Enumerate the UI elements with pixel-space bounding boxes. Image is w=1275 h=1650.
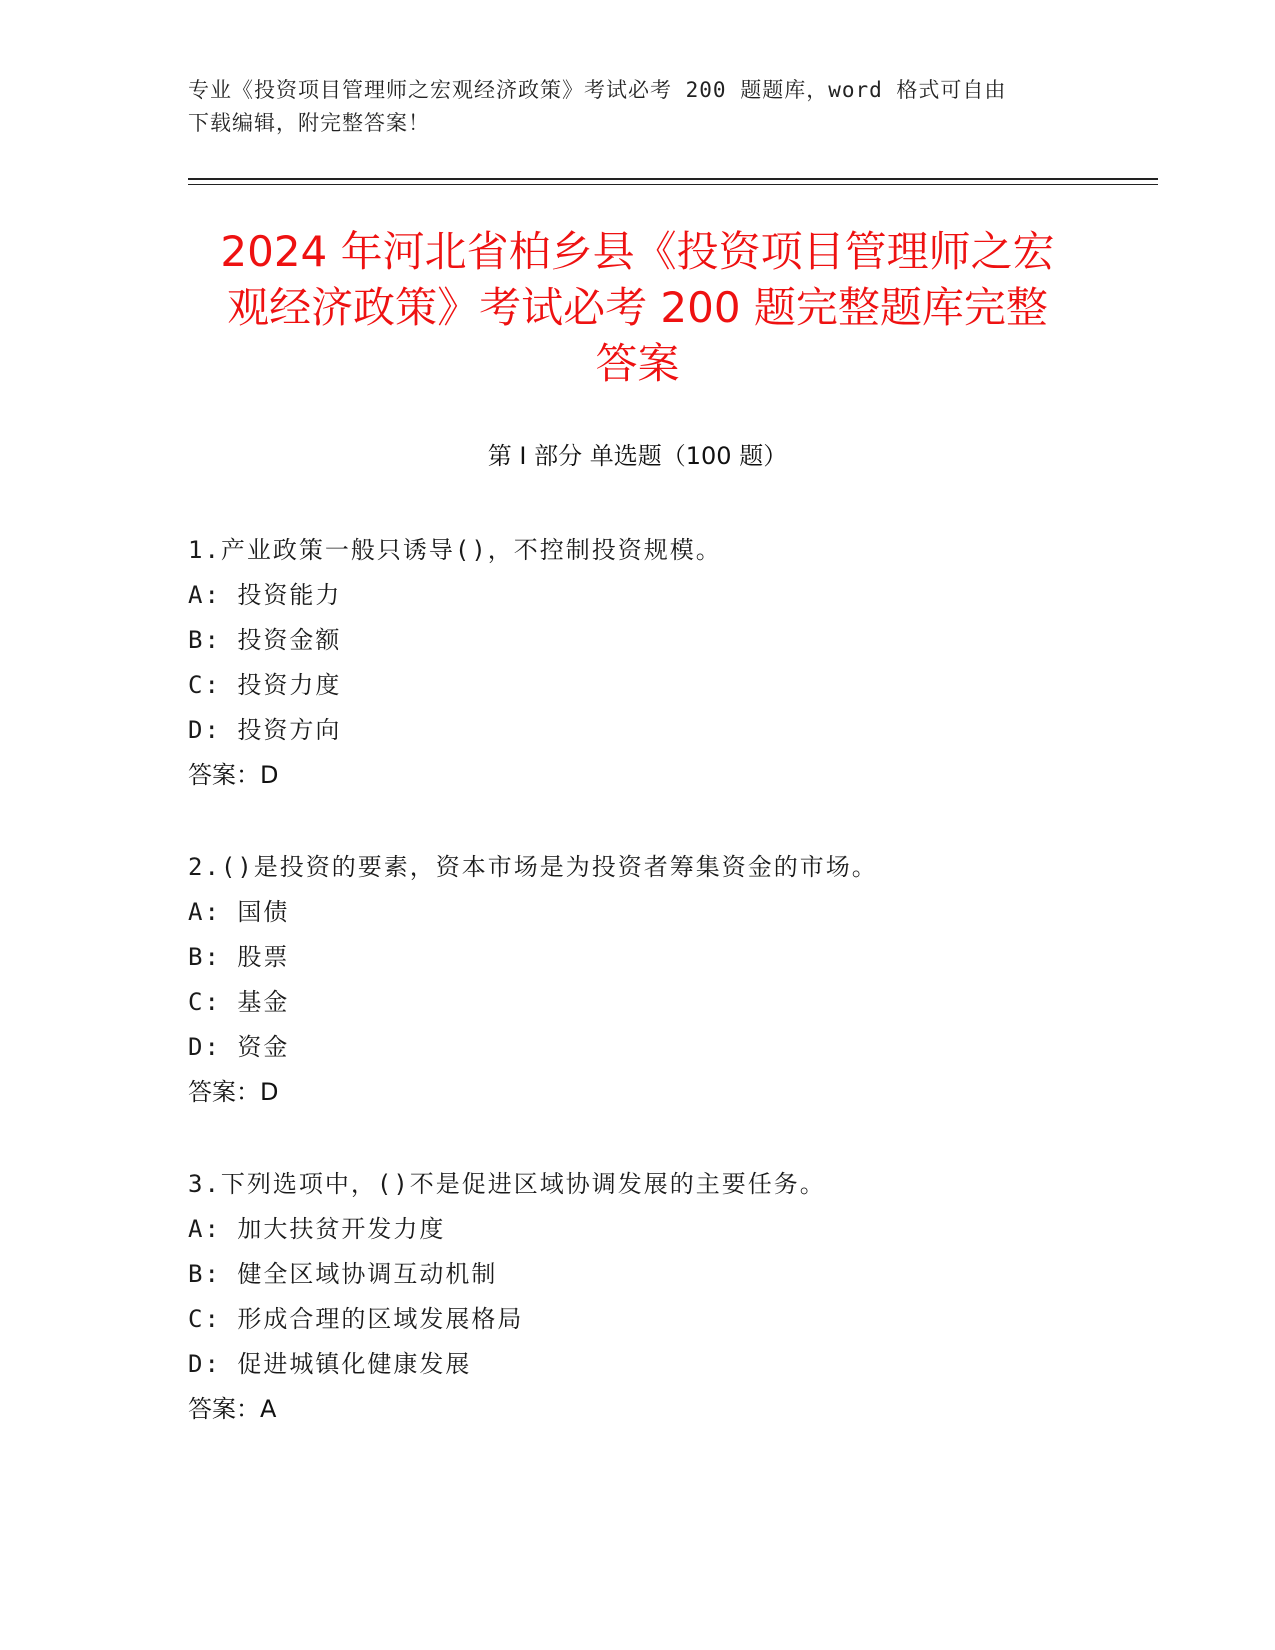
option-c: C: 形成合理的区域发展格局 — [188, 1305, 524, 1333]
answer: 答案：D — [188, 761, 279, 789]
question-3 — [188, 1162, 1148, 1432]
option-b: B: 健全区域协调互动机制 — [188, 1260, 498, 1288]
answer: 答案：A — [188, 1395, 277, 1423]
document-title — [150, 224, 1125, 392]
option-d: D: 资金 — [188, 1033, 290, 1061]
option-b: B: 股票 — [188, 943, 290, 971]
answer: 答案：D — [188, 1078, 279, 1106]
question-stem: 1.产业政策一般只诱导()，不控制投资规模。 — [188, 536, 722, 564]
question-2 — [188, 845, 1148, 1115]
option-d: D: 促进城镇化健康发展 — [188, 1350, 472, 1378]
document-title-line-1: 2024 年河北省柏乡县《投资项目管理师之宏 — [220, 227, 1055, 276]
section-title: 第 I 部分 单选题（100 题） — [487, 442, 788, 470]
document-title-line-2: 观经济政策》考试必考 200 题完整题库完整 — [227, 283, 1048, 332]
header-note-line-2: 下载编辑，附完整答案！ — [188, 111, 430, 135]
question-list — [188, 528, 1148, 1479]
document-title-line-3: 答案 — [595, 339, 680, 388]
question-stem: 2.()是投资的要素，资本市场是为投资者筹集资金的市场。 — [188, 853, 878, 881]
header-divider-thin — [188, 184, 1158, 185]
header-note-line-1: 专业《投资项目管理师之宏观经济政策》考试必考 200 题题库，word 格式可自由 — [188, 78, 1007, 102]
header-note — [188, 74, 1088, 140]
question-1 — [188, 528, 1148, 798]
option-c: C: 投资力度 — [188, 671, 342, 699]
option-d: D: 投资方向 — [188, 716, 342, 744]
option-a: A: 国债 — [188, 898, 290, 926]
question-stem: 3.下列选项中，()不是促进区域协调发展的主要任务。 — [188, 1170, 826, 1198]
option-a: A: 投资能力 — [188, 581, 342, 609]
option-a: A: 加大扶贫开发力度 — [188, 1215, 446, 1243]
option-c: C: 基金 — [188, 988, 290, 1016]
header-divider-thick — [188, 178, 1158, 180]
option-b: B: 投资金额 — [188, 626, 342, 654]
